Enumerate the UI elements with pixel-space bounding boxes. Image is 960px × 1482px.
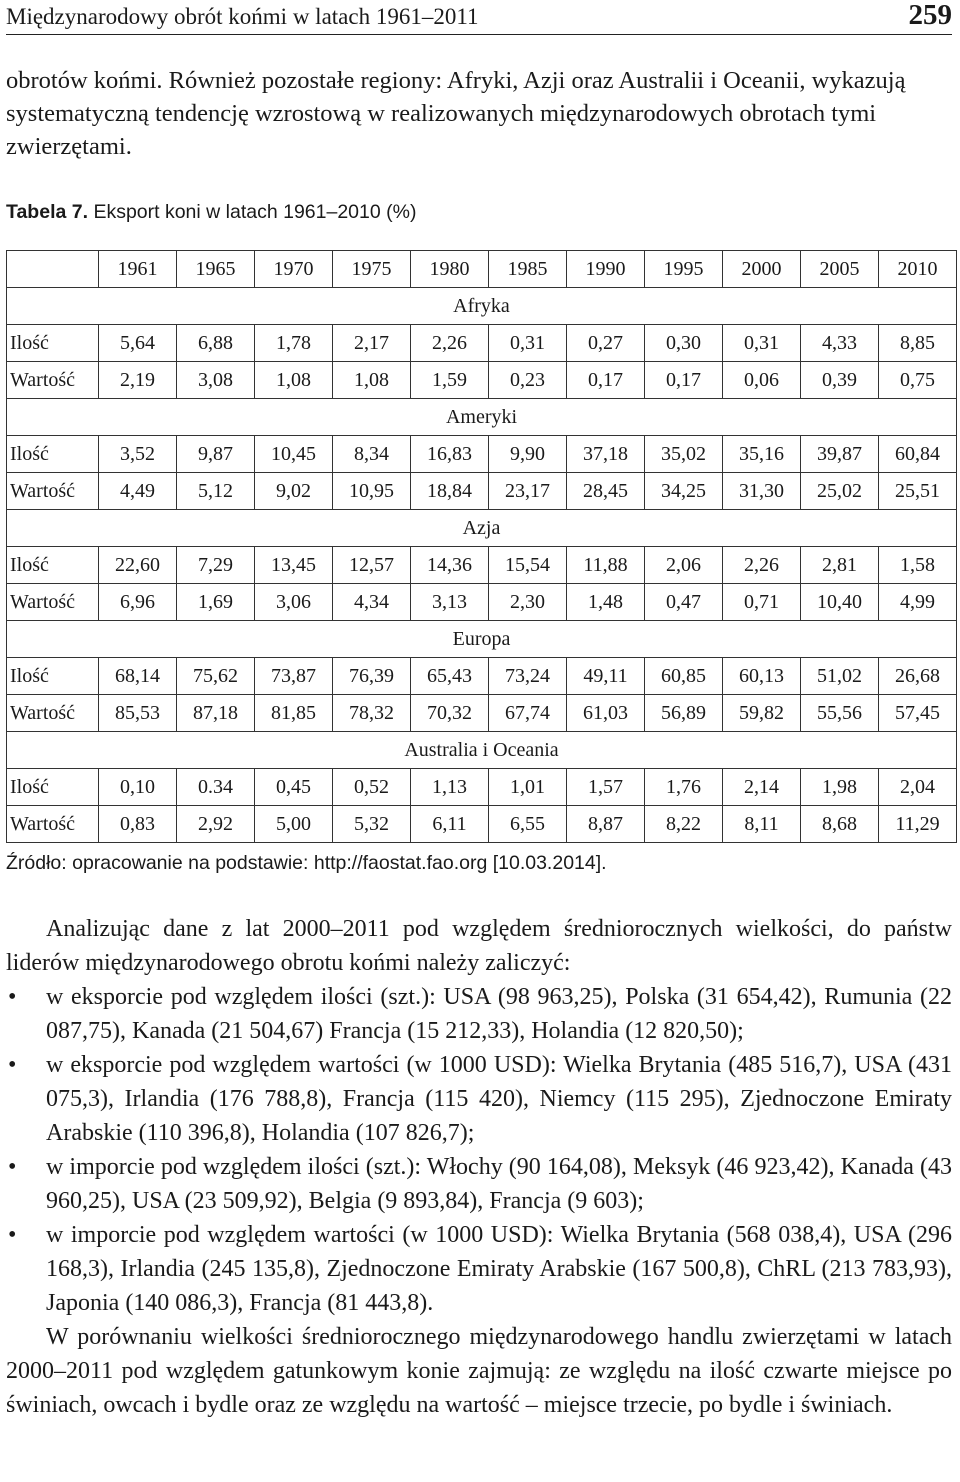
intro-paragraph: obrotów końmi. Również pozostałe regiony: Afryki, Azji oraz Australii i Oceanii, wykazują systematyczną tendencję wzrostową w realizowanych międzynarodowych obrotach tymi zwierzętami. [6,67,906,160]
value-cell: 34,25 [645,473,723,510]
value-cell: 4,49 [99,473,177,510]
section-row [7,399,957,436]
section-title-cell: Europa [7,621,957,658]
value-cell: 8,68 [801,806,879,843]
value-cell: 6,88 [177,325,255,362]
value-cell: 22,60 [99,547,177,584]
value-cell: 11,88 [567,547,645,584]
table-row [7,695,957,732]
value-cell: 6,55 [489,806,567,843]
value-cell: 2,30 [489,584,567,621]
value-cell: 1,48 [567,584,645,621]
value-cell: 4,99 [879,584,957,621]
row-label-cell: Wartość [7,806,99,843]
value-cell: 0,06 [723,362,801,399]
list-item-text: w imporcie pod względem wartości (w 1000 USD): Wielka Brytania (568 038,4), USA (296 168,3), Irlandia (245 135,8), Zjednoczone Emiraty Arabskie (167 500,8), ChRL (213 783,93), Japonia (140 086,3), Francja (81 443,8). [46,1222,952,1316]
year-header-cell: 1975 [333,251,411,288]
row-label-cell: Wartość [7,473,99,510]
running-title: Międzynarodowy obrót końmi w latach 1961–2011 [6,4,479,29]
value-cell: 1,08 [333,362,411,399]
value-cell: 10,45 [255,436,333,473]
value-cell: 0,71 [723,584,801,621]
page-number: 259 [908,0,952,31]
table-row [7,362,957,399]
table-title: Eksport koni w latach 1961–2010 (%) [93,201,417,223]
section-row [7,621,957,658]
list-item-text: w eksporcie pod względem ilości (szt.): USA (98 963,25), Polska (31 654,42), Rumunia (22 087,75), Kanada (21 504,67) Francja (15 212,33), Holandia (12 820,50); [46,984,952,1044]
value-cell: 1,98 [801,769,879,806]
value-cell: 2,26 [411,325,489,362]
value-cell: 6,96 [99,584,177,621]
list-item-text: w imporcie pod względem ilości (szt.): Włochy (90 164,08), Meksyk (46 923,42), Kanada (43 960,25), USA (23 509,92), Belgia (9 893,84), Francja (9 603); [46,1154,952,1214]
section-title-cell: Azja [7,510,957,547]
row-label-cell: Ilość [7,547,99,584]
bullet-marker: • [8,984,17,1010]
section-title-cell: Australia i Oceania [7,732,957,769]
value-cell: 1,13 [411,769,489,806]
value-cell: 0,30 [645,325,723,362]
value-cell: 0,45 [255,769,333,806]
value-cell: 35,16 [723,436,801,473]
value-cell: 8,11 [723,806,801,843]
value-cell: 3,08 [177,362,255,399]
value-cell: 8,22 [645,806,723,843]
value-cell: 49,11 [567,658,645,695]
value-cell: 0.34 [177,769,255,806]
year-header-cell: 1995 [645,251,723,288]
value-cell: 56,89 [645,695,723,732]
value-cell: 1,57 [567,769,645,806]
value-cell: 25,51 [879,473,957,510]
value-cell: 1,69 [177,584,255,621]
list-item [6,1150,952,1218]
value-cell: 12,57 [333,547,411,584]
value-cell: 10,40 [801,584,879,621]
table-row [7,584,957,621]
value-cell: 5,12 [177,473,255,510]
value-cell: 31,30 [723,473,801,510]
table-row [7,547,957,584]
value-cell: 75,62 [177,658,255,695]
section-row [7,732,957,769]
year-header-cell: 1990 [567,251,645,288]
value-cell: 0,83 [99,806,177,843]
value-cell: 39,87 [801,436,879,473]
leaders-list [6,980,952,1320]
value-cell: 28,45 [567,473,645,510]
section-row [7,510,957,547]
value-cell: 2,19 [99,362,177,399]
year-header-cell: 1965 [177,251,255,288]
paragraph-leaders: Analizując dane z lat 2000–2011 pod względem średniorocznych wielkości, do państw liderów międzynarodowego obrotu końmi należy zaliczyć: [6,916,952,976]
value-cell: 4,33 [801,325,879,362]
list-item [6,1048,952,1150]
year-header-cell: 1961 [99,251,177,288]
year-header-cell: 2000 [723,251,801,288]
row-label-cell: Wartość [7,584,99,621]
table-row [7,806,957,843]
table-row [7,658,957,695]
bullet-marker: • [8,1154,17,1180]
value-cell: 59,82 [723,695,801,732]
value-cell: 73,87 [255,658,333,695]
value-cell: 14,36 [411,547,489,584]
row-label-cell: Ilość [7,769,99,806]
value-cell: 3,13 [411,584,489,621]
table-row [7,325,957,362]
section-title-cell: Ameryki [7,399,957,436]
list-item-text: w eksporcie pod względem wartości (w 1000 USD): Wielka Brytania (485 516,7), USA (431 075,3), Irlandia (176 788,8), Francja (115 420), Niemcy (115 295), Zjednoczone Emiraty Arabskie (110 396,8), Holandia (107 826,7); [46,1052,952,1146]
value-cell: 6,11 [411,806,489,843]
year-header-cell: 1970 [255,251,333,288]
year-header-cell: 1985 [489,251,567,288]
table-row [7,473,957,510]
value-cell: 2,04 [879,769,957,806]
value-cell: 0,47 [645,584,723,621]
value-cell: 87,18 [177,695,255,732]
table-row [7,769,957,806]
year-header-cell: 2010 [879,251,957,288]
value-cell: 9,02 [255,473,333,510]
value-cell: 81,85 [255,695,333,732]
value-cell: 0,17 [645,362,723,399]
value-cell: 0,27 [567,325,645,362]
value-cell: 23,17 [489,473,567,510]
value-cell: 9,87 [177,436,255,473]
export-table [6,250,957,843]
value-cell: 3,06 [255,584,333,621]
value-cell: 15,54 [489,547,567,584]
value-cell: 1,78 [255,325,333,362]
value-cell: 18,84 [411,473,489,510]
value-cell: 0,39 [801,362,879,399]
header-corner-cell [7,251,99,288]
value-cell: 11,29 [879,806,957,843]
section-title-cell: Afryka [7,288,957,325]
value-cell: 2,14 [723,769,801,806]
value-cell: 0,52 [333,769,411,806]
value-cell: 7,29 [177,547,255,584]
value-cell: 5,64 [99,325,177,362]
row-label-cell: Wartość [7,695,99,732]
value-cell: 1,76 [645,769,723,806]
value-cell: 16,83 [411,436,489,473]
row-label-cell: Wartość [7,362,99,399]
value-cell: 85,53 [99,695,177,732]
year-header-cell: 1980 [411,251,489,288]
value-cell: 78,32 [333,695,411,732]
value-cell: 55,56 [801,695,879,732]
list-item [6,1218,952,1320]
value-cell: 2,26 [723,547,801,584]
value-cell: 61,03 [567,695,645,732]
value-cell: 2,92 [177,806,255,843]
section-row [7,288,957,325]
value-cell: 0,23 [489,362,567,399]
value-cell: 57,45 [879,695,957,732]
value-cell: 8,85 [879,325,957,362]
value-cell: 9,90 [489,436,567,473]
value-cell: 0,31 [489,325,567,362]
value-cell: 51,02 [801,658,879,695]
table-source: Źródło: opracowanie na podstawie: http://faostat.fao.org [10.03.2014]. [6,852,607,874]
value-cell: 2,17 [333,325,411,362]
value-cell: 1,59 [411,362,489,399]
value-cell: 68,14 [99,658,177,695]
value-cell: 70,32 [411,695,489,732]
row-label-cell: Ilość [7,436,99,473]
value-cell: 0,17 [567,362,645,399]
value-cell: 35,02 [645,436,723,473]
value-cell: 25,02 [801,473,879,510]
list-item [6,980,952,1048]
value-cell: 37,18 [567,436,645,473]
value-cell: 65,43 [411,658,489,695]
value-cell: 4,34 [333,584,411,621]
table-header-row [7,251,957,288]
value-cell: 73,24 [489,658,567,695]
value-cell: 1,01 [489,769,567,806]
row-label-cell: Ilość [7,325,99,362]
row-label-cell: Ilość [7,658,99,695]
value-cell: 67,74 [489,695,567,732]
table-label: Tabela 7. [6,201,89,223]
value-cell: 26,68 [879,658,957,695]
value-cell: 60,84 [879,436,957,473]
table-row [7,436,957,473]
value-cell: 3,52 [99,436,177,473]
value-cell: 13,45 [255,547,333,584]
value-cell: 60,85 [645,658,723,695]
value-cell: 0,31 [723,325,801,362]
value-cell: 0,75 [879,362,957,399]
value-cell: 2,81 [801,547,879,584]
value-cell: 10,95 [333,473,411,510]
year-header-cell: 2005 [801,251,879,288]
value-cell: 1,58 [879,547,957,584]
bullet-marker: • [8,1222,17,1248]
value-cell: 76,39 [333,658,411,695]
value-cell: 5,32 [333,806,411,843]
table-caption [6,201,416,224]
body-text [6,912,952,1422]
value-cell: 8,34 [333,436,411,473]
value-cell: 5,00 [255,806,333,843]
value-cell: 60,13 [723,658,801,695]
paragraph-comparison: W porównaniu wielkości średniorocznego międzynarodowego handlu zwierzętami w latach 2000–2011 pod względem gatunkowym konie zajmują: ze względu na ilość czwarte miejsce po świniach, owcach i bydle oraz ze względu na wartość – miejsce trzecie, po bydle i świniach. [6,1324,952,1418]
page-header [6,0,952,35]
bullet-marker: • [8,1052,17,1078]
value-cell: 8,87 [567,806,645,843]
value-cell: 0,10 [99,769,177,806]
value-cell: 1,08 [255,362,333,399]
value-cell: 2,06 [645,547,723,584]
